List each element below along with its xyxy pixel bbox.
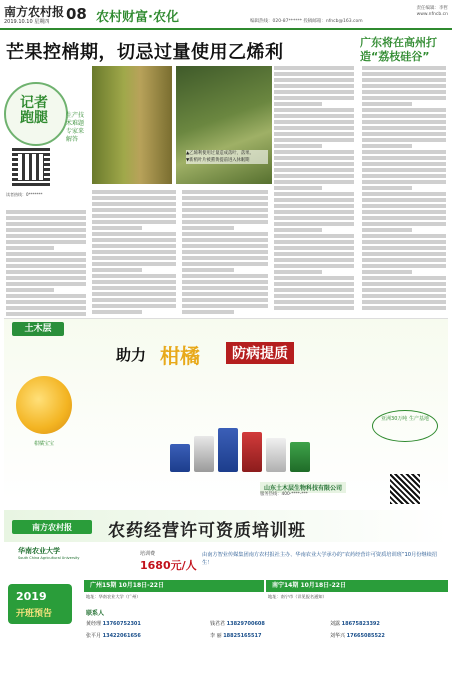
text-line <box>6 210 86 214</box>
training-fee: 1680元/人 <box>140 559 197 572</box>
text-line <box>274 204 354 208</box>
text-line <box>92 304 176 308</box>
text-line <box>362 240 446 244</box>
text-line <box>182 274 268 278</box>
text-line <box>274 252 354 256</box>
text-line <box>362 228 412 232</box>
text-line <box>92 256 176 260</box>
text-line <box>274 132 354 136</box>
text-line <box>362 126 446 130</box>
text-line <box>362 156 446 160</box>
text-line <box>362 252 446 256</box>
text-line <box>92 262 176 266</box>
text-line <box>274 174 354 178</box>
text-line <box>182 232 268 236</box>
text-line <box>274 102 322 106</box>
text-line <box>182 196 268 200</box>
text-line <box>274 78 354 82</box>
university-name: 华南农业大学 <box>18 546 60 555</box>
ad-slogan-highlight: 柑橘 <box>160 344 200 368</box>
text-line <box>362 294 446 298</box>
text-line <box>362 258 446 262</box>
text-line <box>362 264 446 268</box>
text-line <box>362 306 446 310</box>
product-bottle <box>266 438 286 472</box>
ad-slogan-tag: 防病提质 <box>226 342 294 364</box>
preview-label: 开班预告 <box>16 609 53 619</box>
brand-logo: 土木层 <box>12 322 64 336</box>
contact-phone: 17665085522 <box>346 633 385 639</box>
text-line <box>92 310 142 314</box>
text-line <box>274 72 354 76</box>
text-line <box>92 280 176 284</box>
text-line <box>92 232 176 236</box>
text-line <box>362 300 446 304</box>
side-article-column <box>362 66 446 312</box>
qr-code <box>12 148 50 186</box>
text-line <box>182 304 268 308</box>
text-line <box>182 292 268 296</box>
text-line <box>182 202 268 206</box>
text-line <box>274 282 354 286</box>
contact-entry <box>330 632 385 639</box>
text-line <box>362 222 446 226</box>
contact-entry <box>210 620 265 627</box>
badge-tags <box>66 112 86 144</box>
product-bottle <box>242 432 262 472</box>
reader-hotline: 读者热线：0******* <box>6 192 43 197</box>
text-line <box>92 286 176 290</box>
text-line <box>182 268 234 272</box>
product-bottle <box>290 442 310 472</box>
text-line <box>92 196 176 200</box>
contact-name: 张平月 <box>86 633 102 639</box>
text-line <box>182 208 268 212</box>
contact-name: 李 丽 <box>210 633 222 639</box>
contact-phone: 18675823392 <box>341 621 380 627</box>
mango-leaves-photo <box>176 66 272 184</box>
text-line <box>362 162 446 166</box>
side-article-headline: 广东将在高州打造“荔枝硅谷” <box>360 36 437 63</box>
text-line <box>362 138 446 142</box>
contact-entry <box>330 620 380 627</box>
text-line <box>182 190 268 194</box>
text-line <box>362 72 446 76</box>
text-line <box>6 240 86 244</box>
text-line <box>6 300 86 304</box>
text-line <box>362 210 446 214</box>
text-line <box>274 156 354 160</box>
text-line <box>362 288 446 292</box>
text-line <box>182 226 234 230</box>
text-line <box>274 246 354 250</box>
text-line <box>182 250 268 254</box>
university-name-en: South China Agricultural University <box>18 556 80 560</box>
text-line <box>182 244 268 248</box>
text-line <box>362 144 412 148</box>
text-line <box>182 238 268 242</box>
text-line <box>6 216 86 220</box>
badge-tag: 生产技术难题 <box>66 112 85 127</box>
text-line <box>92 214 176 218</box>
text-line <box>362 96 446 100</box>
article-headline: 芒果控梢期，切忌过量使用乙烯利 <box>6 42 284 63</box>
text-line <box>92 298 176 302</box>
text-line <box>6 258 86 262</box>
text-line <box>274 84 354 88</box>
text-line <box>92 292 176 296</box>
section-title: 农村财富·农化 <box>96 10 179 25</box>
contact-name: 黄经理 <box>86 621 102 627</box>
text-line <box>362 102 412 106</box>
text-line <box>274 138 354 142</box>
text-line <box>92 274 176 278</box>
text-line <box>92 250 176 254</box>
text-line <box>274 186 322 190</box>
session-guangzhou: 广州15期 10月18日-22日 <box>84 580 264 592</box>
text-line <box>274 210 354 214</box>
text-line <box>362 132 446 136</box>
training-description: 由南方智业传媒集团南方农村报社主办、华南农业大学承办的“农药经营许可资质培训班”10月份继续招生！ <box>202 552 438 566</box>
text-line <box>274 300 354 304</box>
text-line <box>6 288 54 292</box>
text-line <box>92 238 176 242</box>
qr-code <box>390 474 420 504</box>
text-line <box>362 120 446 124</box>
text-line <box>274 216 354 220</box>
text-line <box>6 276 86 280</box>
address-nanning: 地址：南宁市（详见报名通知） <box>268 594 327 599</box>
text-line <box>274 120 354 124</box>
text-line <box>362 270 412 274</box>
text-line <box>274 270 322 274</box>
text-line <box>362 246 446 250</box>
text-line <box>182 256 268 260</box>
training-title: 农药经营许可资质培训班 <box>108 521 306 541</box>
text-line <box>92 190 176 194</box>
text-line <box>6 294 86 298</box>
text-line <box>362 66 446 70</box>
text-line <box>182 298 268 302</box>
text-line <box>362 186 412 190</box>
text-line <box>362 198 446 202</box>
text-line <box>362 168 446 172</box>
text-line <box>274 276 354 280</box>
article-column-left <box>6 210 86 318</box>
text-line <box>362 282 446 286</box>
text-line <box>274 240 354 244</box>
text-line <box>274 222 354 226</box>
company-phone: 服务热线：400-****-*** <box>260 492 308 497</box>
contact-name: 刘华兴 <box>330 633 346 639</box>
contact-entry <box>86 620 141 627</box>
text-line <box>362 90 446 94</box>
mascot-label: 柑橘宝宝 <box>33 441 54 447</box>
text-line <box>6 228 86 232</box>
capacity-stamp: 亚洲30万吨 生产基地 <box>372 410 438 442</box>
text-line <box>274 180 354 184</box>
text-line <box>6 312 86 316</box>
session-nanning: 南宁14期 10月18日-22日 <box>266 580 448 592</box>
text-line <box>362 150 446 154</box>
text-line <box>362 174 446 178</box>
text-line <box>362 234 446 238</box>
text-line <box>274 66 354 70</box>
page-number: 08 <box>66 5 87 23</box>
text-line <box>182 220 268 224</box>
article-column-3 <box>182 190 268 316</box>
text-line <box>182 286 268 290</box>
text-line <box>362 78 446 82</box>
text-line <box>362 192 446 196</box>
text-line <box>274 168 354 172</box>
company-name: 山东土木层生物科技有限公司 <box>260 482 346 493</box>
training-year: 2019 <box>16 590 47 603</box>
text-line <box>92 268 142 272</box>
text-line <box>274 126 354 130</box>
text-line <box>92 208 176 212</box>
article-column-4 <box>274 66 354 312</box>
text-line <box>274 258 354 262</box>
text-line <box>6 234 86 238</box>
text-line <box>362 108 446 112</box>
text-line <box>362 204 446 208</box>
text-line <box>274 144 322 148</box>
text-line <box>274 306 354 310</box>
text-line <box>182 310 234 314</box>
fee-label: 培训费 <box>140 551 156 557</box>
product-bottle <box>170 444 190 472</box>
text-line <box>92 226 142 230</box>
product-bottle <box>218 428 238 472</box>
contact-name: 刘露 <box>330 621 341 627</box>
address-guangzhou: 地址：华南农业大学（广州） <box>86 594 141 599</box>
text-line <box>182 280 268 284</box>
text-line <box>274 150 354 154</box>
badge-title: 记者跑腿 <box>20 95 48 126</box>
editor-credit: 责任编辑：李哲 www.nfncb.cn <box>416 6 448 17</box>
text-line <box>362 216 446 220</box>
mango-tree-photo <box>92 66 172 184</box>
contact-phone: 18825165517 <box>223 633 262 639</box>
text-line <box>362 276 446 280</box>
text-line <box>6 264 86 268</box>
contact-heading: 联系人 <box>86 610 105 617</box>
contact-phone: 13422061656 <box>102 633 141 639</box>
text-line <box>182 214 268 218</box>
text-line <box>92 220 176 224</box>
article-column-2 <box>92 190 176 316</box>
contact-entry <box>210 632 261 639</box>
text-line <box>6 246 54 250</box>
contact-phone: 13760752301 <box>102 621 141 627</box>
badge-tag: 专家来解答 <box>66 128 85 143</box>
text-line <box>274 96 354 100</box>
text-line <box>6 306 86 310</box>
product-bottle <box>194 436 214 472</box>
photo-caption: ▲乙烯利使用过量造成落叶、落果。 ▼新梢叶片被熏黄提前进入休眠期 <box>186 150 268 164</box>
text-line <box>6 270 86 274</box>
text-line <box>274 192 354 196</box>
newspaper-logo: 南方农村报 <box>4 5 65 19</box>
editorial-contacts: 编辑热线：020-87****** 投稿邮箱：nfncb@163.com <box>250 19 363 24</box>
contact-name: 钱君君 <box>210 621 226 627</box>
text-line <box>274 228 322 232</box>
text-line <box>6 222 86 226</box>
contact-entry <box>86 632 141 639</box>
text-line <box>274 90 354 94</box>
text-line <box>274 234 354 238</box>
newspaper-logo: 南方农村报 <box>12 520 92 534</box>
text-line <box>362 114 446 118</box>
text-line <box>274 162 354 166</box>
product-lineup <box>170 422 320 472</box>
contact-phone: 13829700608 <box>226 621 265 627</box>
text-line <box>362 84 446 88</box>
text-line <box>274 198 354 202</box>
text-line <box>274 264 354 268</box>
ad-slogan: 助力 <box>116 346 147 364</box>
text-line <box>274 288 354 292</box>
text-line <box>362 180 446 184</box>
text-line <box>274 294 354 298</box>
text-line <box>182 262 268 266</box>
text-line <box>6 282 86 286</box>
text-line <box>274 108 354 112</box>
text-line <box>6 252 86 256</box>
text-line <box>92 202 176 206</box>
text-line <box>274 114 354 118</box>
issue-date: 2019.10.10 星期四 <box>4 19 50 25</box>
text-line <box>92 244 176 248</box>
citrus-mascot <box>16 376 72 434</box>
